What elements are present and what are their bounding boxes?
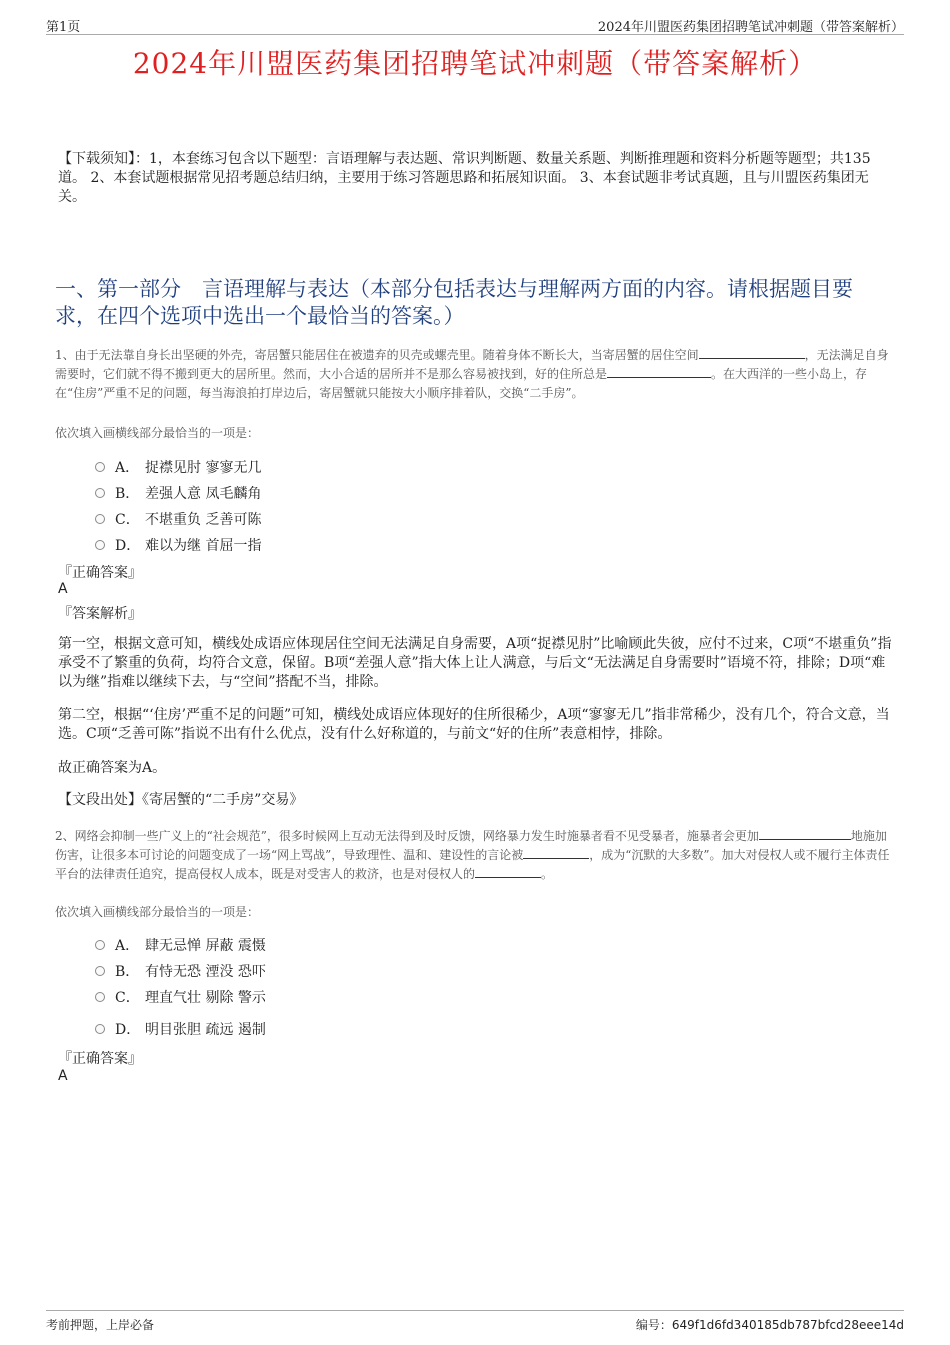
option-letter: C． [115,512,140,528]
question-2-stem [55,827,894,884]
option-text: 不堪重负 乏善可陈 [145,512,262,528]
question-2-text-part1: 2、网络会抑制一些广义上的“社会规范”，很多时候网上互动无法得到及时反馈，网络暴力发生时施暴者看不见受暴者，施暴者会更加 [55,829,759,843]
analysis-paragraph-2: 第二空，根据“‘住房’严重不足的问题”可知，横线处成语应体现好的住所很稀少，A项“寥寥无几”指非常稀少，没有几个，符合文意，当选。C项“乏善可陈”指说不出有什么优点，没有什么好称道的，与前文“好的住所”表意相悖，排除。 [58,707,890,742]
document-code [636,1316,904,1333]
page-footer [46,1310,904,1335]
footer-slogan: 考前押题，上岸必备 [46,1318,155,1332]
question-1-text-part1: 1、由于无法靠自身长出坚硬的外壳，寄居蟹只能居住在被遗弃的贝壳或螺壳里。随着身体不断长大，当寄居蟹的居住空间 [55,348,699,362]
radio-icon[interactable] [95,488,105,498]
option-text: 明目张胆 疏远 遏制 [145,1022,266,1038]
correct-answer: A [58,1068,68,1084]
option-letter: A． [115,938,140,954]
radio-icon[interactable] [95,540,105,550]
header-doc-title: 2024年川盟医药集团招聘笔试冲刺题（带答案解析） [597,20,904,35]
option-text: 差强人意 凤毛麟角 [145,486,262,502]
option-text: 难以为继 首屈一指 [145,538,262,554]
question-2-text-part2: 地施加伤害，让很多本可讨论的问题变成了一场“网上骂战”，导致理性、温和、建设性的言论被 [55,829,887,862]
option-letter: B． [115,964,140,980]
radio-icon[interactable] [95,992,105,1002]
radio-icon[interactable] [95,966,105,976]
option-letter: D． [115,1022,141,1038]
answer-blank [475,865,541,878]
option-text: 理直气壮 剔除 警示 [145,990,266,1006]
question-1-stem [55,346,894,403]
answer-blank [607,365,711,378]
option-letter: B． [115,486,140,502]
option-letter: C． [115,990,140,1006]
correct-answer: A [58,581,68,597]
answer-blank [523,846,589,859]
answer-label: 『正确答案』 [58,565,142,581]
answer-blank [699,346,805,359]
analysis-conclusion: 故正确答案为A。 [58,760,167,776]
question-2-text-part3: ，成为“沉默的大多数”。加大对侵权人或不履行主体责任平台的法律责任追究，提高侵权人成本，既是对受害人的救济，也是对侵权人的 [55,848,890,881]
radio-icon[interactable] [95,940,105,950]
question-1-hint: 依次填入画横线部分最恰当的一项是： [55,426,260,440]
document-title: 2024年川盟医药集团招聘笔试冲刺题（带答案解析） [132,47,818,80]
question-2-text-part4: 。 [541,867,554,881]
analysis-label: 『答案解析』 [58,606,142,622]
question-1-text-part2: ，无法满足自身需要时，它们就不得不搬到更大的居所里。然而，大小合适的居所并不是那么容易被找到，好的住所总是 [55,348,889,381]
question-1-text-part3: 。在大西洋的一些小岛上，存在“住房”严重不足的问题，每当海浪拍打岸边后，寄居蟹就只能按大小顺序排着队，交换“二手房”。 [55,367,868,400]
radio-icon[interactable] [95,514,105,524]
option-letter: D． [115,538,141,554]
code-label: 编号： [635,1318,672,1332]
page-header [46,14,904,35]
code-value: 649f1d6fd340185db787bfcd28eee14d [671,1318,904,1332]
answer-label: 『正确答案』 [58,1051,142,1067]
text-source: 【文段出处】《寄居蟹的“二手房”交易》 [58,792,304,808]
radio-icon[interactable] [95,462,105,472]
radio-icon[interactable] [95,1024,105,1034]
download-notice: 【下载须知】：1，本套练习包含以下题型：言语理解与表达题、常识判断题、数量关系题、判断推理题和资料分析题等题型；共135道。 2、本套试题根据常见招考题总结归纳，主要用于练习答题思路和拓展知识面。 3、本套试题非考试真题，且与川盟医药集团无关。 [58,151,871,205]
answer-blank [759,827,851,840]
question-2-hint: 依次填入画横线部分最恰当的一项是： [55,905,260,919]
option-text: 有恃无恐 湮没 恐吓 [145,964,266,980]
option-text: 肆无忌惮 屏蔽 震慑 [145,938,266,954]
page-number: 第1页 [46,20,81,35]
option-letter: A． [115,460,140,476]
analysis-paragraph-1: 第一空，根据文意可知，横线处成语应体现居住空间无法满足自身需要，A项“捉襟见肘”比喻顾此失彼，应付不过来，C项“不堪重负”指承受不了繁重的负荷，均符合文意，保留。B项“差强人意”指大体上让人满意，与后文“无法满足自身需要时”语境不符，排除；D项“难以为继”指难以继续下去，与“空间”搭配不当，排除。 [58,636,892,690]
option-text: 捉襟见肘 寥寥无几 [145,460,262,476]
section-heading: 一、第一部分 言语理解与表达（本部分包括表达与理解两方面的内容。请根据题目要求，在四个选项中选出一个最恰当的答案。） [55,277,853,328]
